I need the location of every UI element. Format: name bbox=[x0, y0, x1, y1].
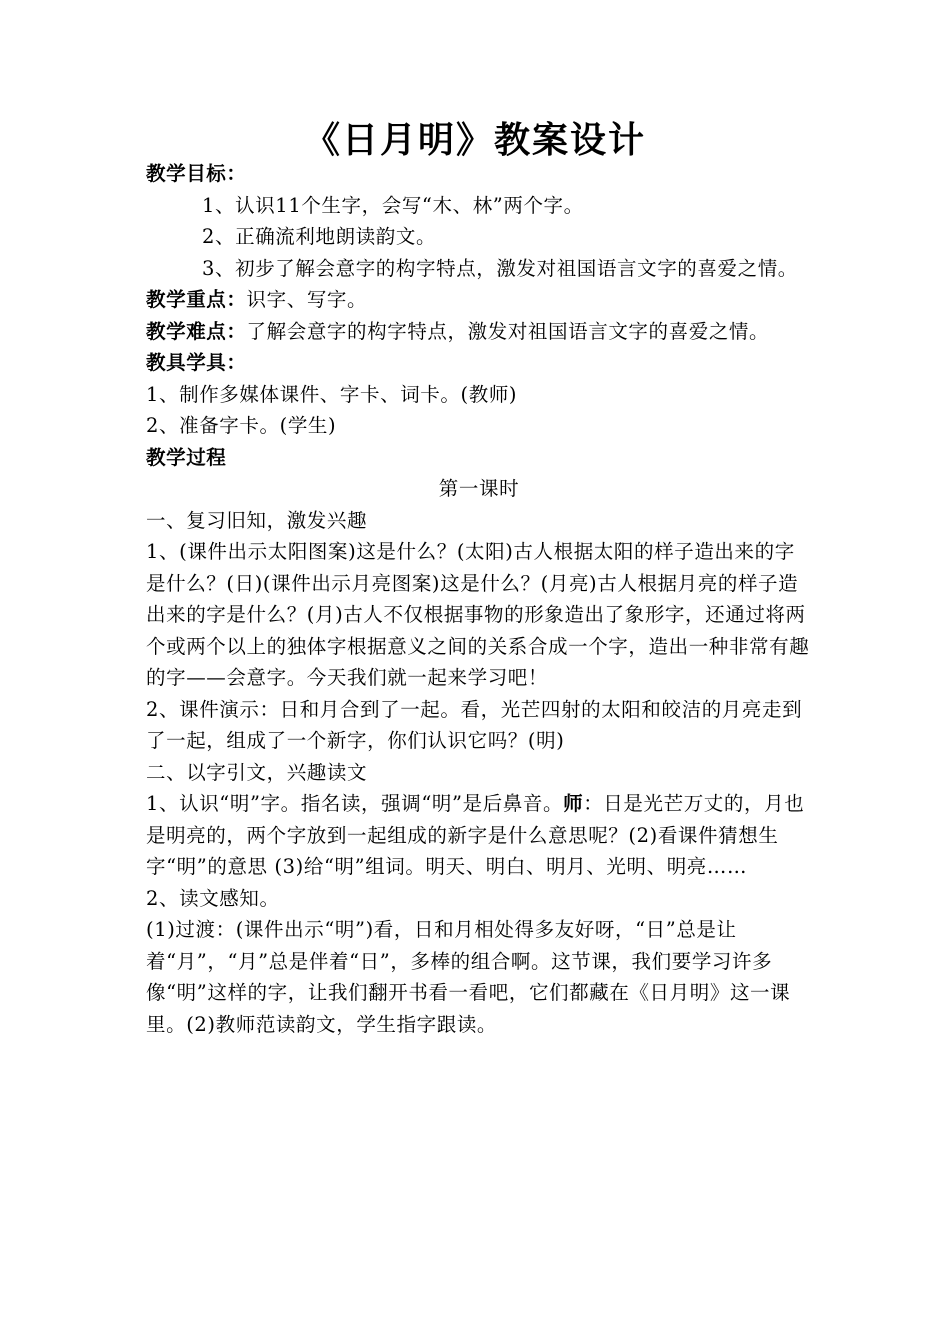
paragraph: (1)过渡：(课件出示“明”)看，日和月相处得多友好呀，“日”总是让着“月”，“月”总是伴着“日”，多棒的组合啊。这节课，我们要学习许多像“明”这样的字，让我们翻开书看一看吧，它们都藏在《日月明》这一课里。(2)教师范读韵文，学生指字跟读。 bbox=[146, 918, 791, 1036]
tool-item: 2、准备字卡。(学生) bbox=[146, 414, 337, 437]
goals-heading: 教学目标： bbox=[146, 162, 247, 185]
paragraph-text: 1、认识“明”字。指名读，强调“明”是后鼻音。 bbox=[146, 792, 564, 815]
paragraph: 2、读文感知。 bbox=[146, 886, 280, 910]
lesson-title: 第一课时 bbox=[438, 477, 520, 500]
tool-item: 1、制作多媒体课件、字卡、词卡。(教师) bbox=[146, 382, 518, 406]
teacher-label: 师 bbox=[563, 792, 584, 815]
section-heading: 一、复习旧知，激发兴趣 bbox=[146, 508, 368, 532]
paragraph bbox=[146, 788, 812, 883]
key-point-label: 教学重点： bbox=[146, 288, 247, 311]
goal-item: 1、认识11个生字，会写“木、林”两个字。 bbox=[202, 193, 584, 217]
process-heading: 教学过程 bbox=[146, 445, 227, 469]
paragraph: 2、课件演示：日和月合到了一起。看，光芒四射的太阳和皎洁的月亮走到了一起，组成了一个新字，你们认识它吗？(明) bbox=[146, 697, 803, 752]
difficulty-text: 了解会意字的构字特点，激发对祖国语言文字的喜爱之情。 bbox=[246, 319, 770, 343]
page-title: 《日月明》教案设计 bbox=[303, 120, 646, 161]
difficulty-label: 教学难点： bbox=[146, 319, 247, 343]
section-heading: 二、以字引文，兴趣读文 bbox=[146, 760, 368, 784]
difficulty bbox=[146, 316, 812, 348]
key-point bbox=[146, 284, 812, 316]
tools-heading: 教具学具： bbox=[146, 351, 247, 374]
key-point-text: 识字、写字。 bbox=[246, 288, 368, 311]
goal-item: 3、初步了解会意字的构字特点，激发对祖国语言文字的喜爱之情。 bbox=[202, 256, 798, 280]
paragraph: 1、(课件出示太阳图案)这是什么？(太阳)古人根据太阳的样子造出来的字是什么？(日)(课件出示月亮图案)这是什么？(月亮)古人根据月亮的样子造出来的字是什么？(月)古人不仅根据事物的形象造出了象形字，还通过将两个或两个以上的独体字根据意义之间的关系合成一个字，造出一种非常有趣的字——会意字。今天我们就一起来学习吧！ bbox=[146, 540, 810, 689]
paragraph-text: ：日是光芒万丈的，月也是明亮的，两个字放到一起组成的新字是什么意思呢？(2)看课件猜想生字“明”的意思 (3)给“明”组词。明天、明白、明月、光明、明亮…… bbox=[146, 792, 805, 878]
document-body bbox=[146, 158, 812, 1040]
goal-item: 2、正确流利地朗读韵文。 bbox=[202, 225, 437, 248]
